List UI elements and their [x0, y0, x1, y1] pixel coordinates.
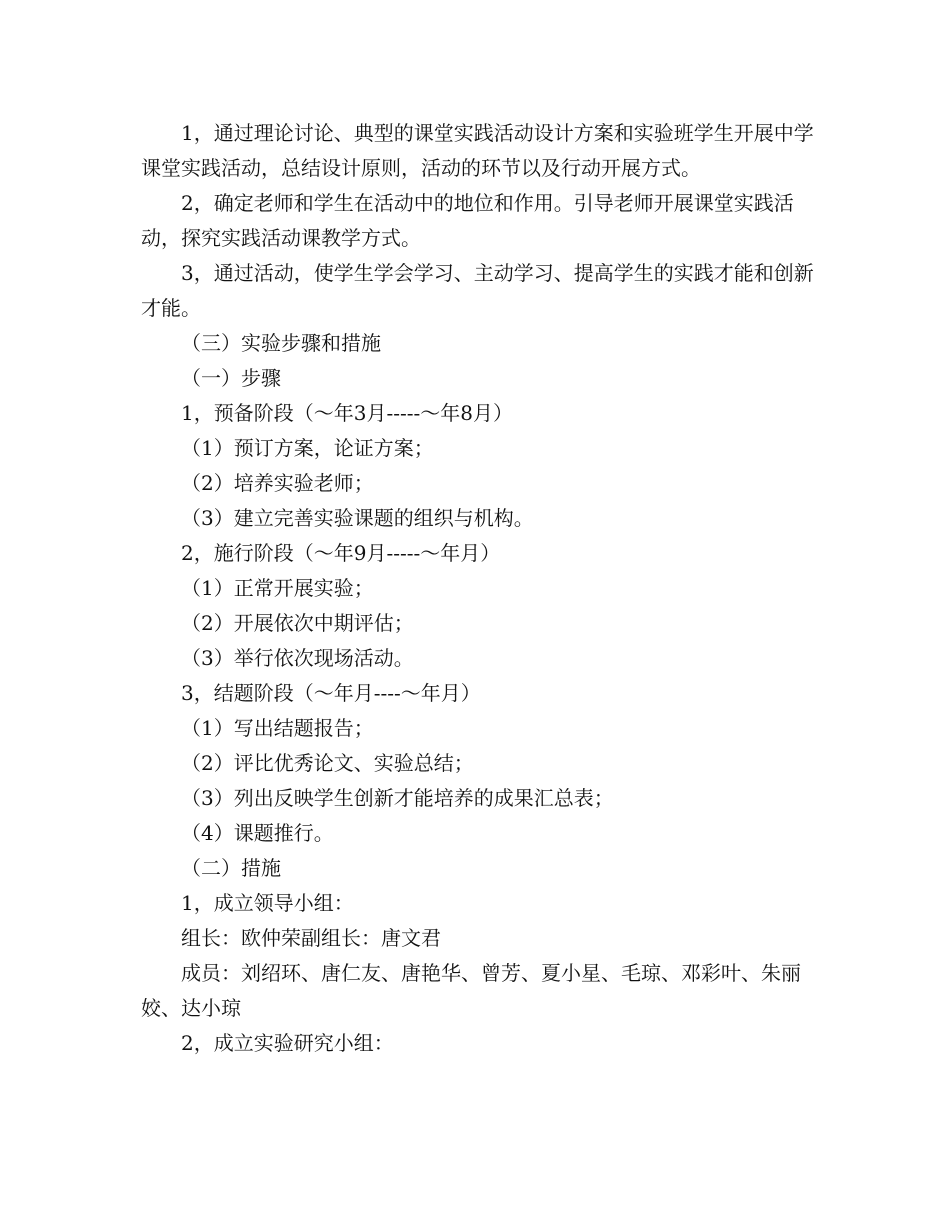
- list-item: （2）开展依次中期评估；: [181, 611, 414, 635]
- list-item: （3）建立完善实验课题的组织与机构。: [181, 506, 534, 530]
- document-page: [141, 116, 821, 1061]
- list-item: （2）评比优秀论文、实验总结；: [181, 751, 474, 775]
- leadership-group-heading: 1，成立领导小组：: [181, 891, 354, 915]
- subheading-measures: （二）措施: [181, 856, 281, 880]
- leadership-leaders: 组长：欧仲荣副组长：唐文君: [181, 926, 441, 950]
- list-item: （3）列出反映学生创新才能培养的成果汇总表；: [181, 786, 614, 810]
- stage-preparation: 1，预备阶段（～年3月-----～年8月）: [181, 401, 513, 425]
- goal-3-paragraph: 3，通过活动，使学生学会学习、主动学习、提高学生的实践才能和创新才能。: [141, 261, 814, 320]
- list-item: （4）课题推行。: [181, 821, 334, 845]
- research-group-heading: 2，成立实验研究小组：: [181, 1031, 394, 1055]
- goal-1-paragraph: 1，通过理论讨论、典型的课堂实践活动设计方案和实验班学生开展中学课堂实践活动，总结设计原则，活动的环节以及行动开展方式。: [141, 121, 814, 180]
- list-item: （2）培养实验老师；: [181, 471, 374, 495]
- list-item: （3）举行依次现场活动。: [181, 646, 414, 670]
- list-item: （1）正常开展实验；: [181, 576, 374, 600]
- section-heading-steps-measures: （三）实验步骤和措施: [181, 331, 381, 355]
- stage-conclusion: 3，结题阶段（～年月----～年月）: [181, 681, 481, 705]
- goal-2-paragraph: 2，确定老师和学生在活动中的地位和作用。引导老师开展课堂实践活动，探究实践活动课教学方式。: [141, 191, 794, 250]
- leadership-members: 成员：刘绍环、唐仁友、唐艳华、曾芳、夏小星、毛琼、邓彩叶、朱丽姣、达小琼: [141, 961, 801, 1020]
- list-item: （1）写出结题报告；: [181, 716, 374, 740]
- subheading-steps: （一）步骤: [181, 366, 281, 390]
- list-item: （1）预订方案，论证方案；: [181, 436, 434, 460]
- stage-implementation: 2，施行阶段（～年9月-----～年月）: [181, 541, 501, 565]
